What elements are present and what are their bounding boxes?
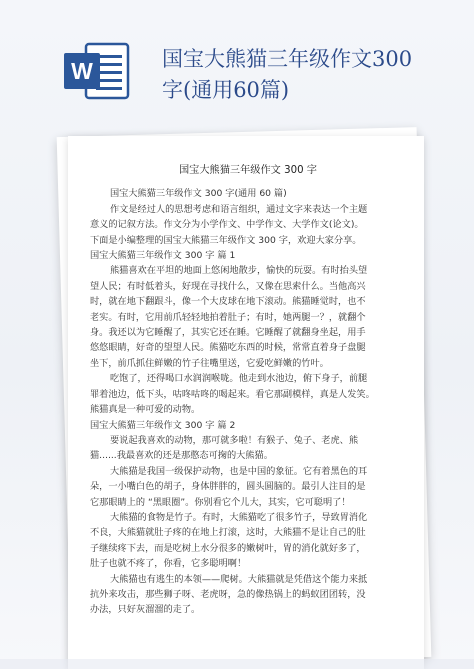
- page-title: [162, 44, 462, 106]
- document-page: [68, 136, 424, 669]
- document-line: 它那眼睛上的 “黑眼圈”。你别看它个儿大，其实，它可聪明了！: [90, 496, 351, 508]
- document-line: 望人民；有时低着头，好现在寻找什么，又像在思索什么。当他高兴: [90, 280, 366, 292]
- document-line: 身。我还以为它睡醒了，其实它还在睡。它睡醒了就翻身坐起，用手: [90, 327, 366, 339]
- page-title-line-2: 字(通用60篇): [162, 78, 290, 102]
- document-body: [90, 163, 406, 618]
- document-lines: [90, 186, 406, 617]
- document-line: 罪着池边，低下头，咕咚咕咚的喝起来。看它那副模样，真是人发笑。: [90, 388, 375, 400]
- document-line: 猫......我最喜欢的还是那憨态可掬的大熊猫。: [90, 450, 273, 462]
- document-line: 吃饱了，还得喝口水润润喉咙。他走到水池边，俯下身子，前腿: [110, 373, 368, 385]
- document-line: 子继续疼下去，而是吃树上水分很多的嫩树叶，胃的消化就好多了，: [90, 542, 366, 554]
- document-line: 大熊猫的食物是竹子。有时，大熊猫吃了很多竹子，导致胃消化: [110, 511, 368, 523]
- document-line: 国宝大熊猫三年级作文 300 字(通用 60 篇): [110, 188, 287, 200]
- document-line: 国宝大熊猫三年级作文 300 字 篇 2: [90, 419, 236, 431]
- word-icon: [62, 40, 130, 102]
- page-title-line-1: 国宝大熊猫三年级作文300: [162, 47, 413, 71]
- document-line: 国宝大熊猫三年级作文 300 字 篇 1: [90, 250, 236, 262]
- document-line: 办法，只好灰溜溜的走了。: [90, 604, 201, 616]
- document-line: 坐下，前爪抓住鲜嫩的竹子往嘴里送，它爱吃鲜嫩的竹叶。: [90, 357, 329, 369]
- document-line: 要说起我喜欢的动物，那可就多啦！有猴子、兔子、老虎、熊: [110, 434, 359, 446]
- document-line: 老实。有时，它用前爪轻轻地拍着肚子；有时，她两腿一？，就翻个: [90, 311, 366, 323]
- document-line: 意义的记叙方法。作文分为小学作文、中学作文、大学作文(论文)。: [90, 219, 364, 231]
- document-line: 时，就在地下翻跟斗，像一个大皮球在地下滚动。熊猫睡觉时，也不: [90, 296, 366, 308]
- document-line: 下面是小编整理的国宝大熊猫三年级作文 300 字，欢迎大家分享。: [90, 234, 362, 246]
- document-line: 朵，一小嘴白色的胡子，身体胖胖的，圆头圆脑的。最引人注目的是: [90, 481, 366, 493]
- footer-strip: [0, 659, 474, 669]
- document-line: 大熊猫也有逃生的本领——爬树。大熊猫就是凭借这个能力来抵: [110, 573, 368, 585]
- document-line: 抗外来攻击，那些狮子呀、老虎呀，急的像热锅上的蚂蚁团团转，没: [90, 588, 366, 600]
- document-line: 悠悠眼睛，好奇的望望人民。熊猫吃东西的时候，常常直着身子盘腿: [90, 342, 366, 354]
- document-line: 作文是经过人的思想考虑和语言组织，通过文字来表达一个主题: [110, 203, 368, 215]
- document-line: 大熊猫是我国一级保护动物，也是中国的象征。它有着黑色的耳: [110, 465, 368, 477]
- document-line: 熊猫喜欢在平坦的地面上悠闲地散步，愉快的玩耍。有时抬头望: [110, 265, 368, 277]
- document-line: 肚子也就不疼了，你看，它多聪明啊！: [90, 558, 247, 570]
- svg-text:W: W: [71, 58, 93, 84]
- document-title: 国宝大熊猫三年级作文 300 字: [179, 165, 317, 176]
- document-line: 不良，大熊猫就肚子疼的在地上打滚，这时，大熊猫不是让自己的肚: [90, 527, 366, 539]
- document-line: 熊猫真是一种可爱的动物。: [90, 404, 201, 416]
